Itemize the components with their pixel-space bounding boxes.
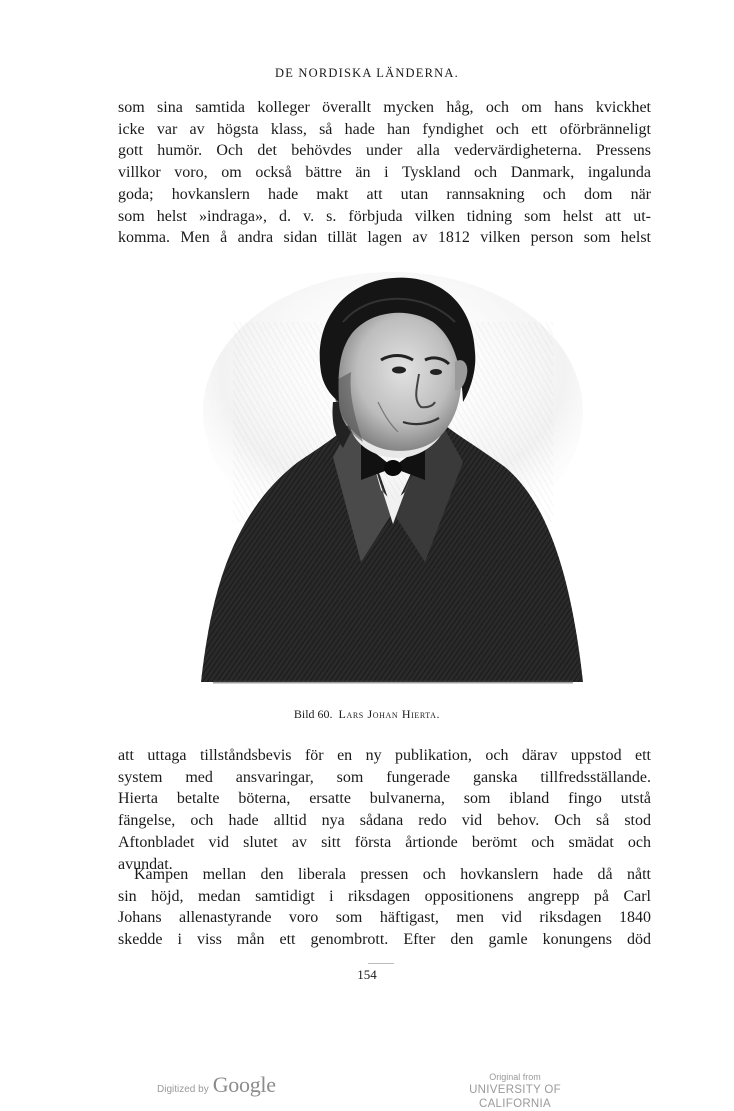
paragraph-b xyxy=(118,864,651,951)
text-line: som helst »indraga», d. v. s. förbjuda vilken tidning som helst att ut- xyxy=(118,207,651,225)
text-line: fängelse, och hade alltid nya sådana redo vid behov. Och så stod xyxy=(118,812,651,830)
text-line: goda; hovkanslern hade makt att utan rannsakning och dom när xyxy=(118,185,651,203)
text-line: system med ansvaringar, som fungerade ganska tillfredsställande. xyxy=(118,768,651,786)
text-line: som sina samtida kolleger överallt mycken håg, och om hans kvickhet xyxy=(118,99,651,116)
portrait-engraving xyxy=(193,262,585,690)
digitized-by-text: Digitized by xyxy=(157,1084,209,1095)
digitized-by-watermark xyxy=(157,1072,276,1098)
original-from-watermark xyxy=(440,1072,590,1111)
text-line: villkor voro, om också bättre än i Tyskland och Danmark, ingalunda xyxy=(118,164,651,182)
figure-label: Bild 60. xyxy=(293,707,333,721)
portrait-illustration xyxy=(193,262,585,690)
text-line: avundat. xyxy=(118,855,173,873)
text-line: Johans allenastyrande voro som häftigast, men vid riksdagen 1840 xyxy=(118,909,651,927)
text-line: komma. Men å andra sidan tillät lagen av 1812 vilken person som helst xyxy=(118,229,651,247)
text-line: Aftonbladet vid slutet av sitt första årtionde berömt och smädat och xyxy=(118,833,651,851)
original-from-text: Original from xyxy=(489,1072,541,1082)
text-line: att uttaga tillståndsbevis för en ny publikation, och därav uppstod ett xyxy=(118,747,651,764)
text-line: gott humör. Och det behövdes under alla vedervärdigheterna. Pressens xyxy=(118,142,651,160)
running-head: DE NORDISKA LÄNDERNA. xyxy=(275,66,459,80)
text-line: skedde i viss mån ett genombrott. Efter den gamle konungens död xyxy=(118,931,651,949)
google-logo: Google xyxy=(212,1072,276,1097)
institution-name: UNIVERSITY OF CALIFORNIA xyxy=(469,1084,561,1110)
paragraph-a xyxy=(118,745,651,875)
page-number: 154 xyxy=(357,967,377,982)
page-number-rule xyxy=(368,963,394,964)
text-line: Kampen mellan den liberala pressen och hovkanslern hade då nått xyxy=(134,866,651,883)
text-line: sin höjd, medan samtidigt i riksdagen oppositionens angrepp på Carl xyxy=(118,887,651,905)
text-line: Hierta betalte böterna, ersatte bulvanerna, som ibland fingo utstå xyxy=(118,790,651,808)
figure-caption xyxy=(0,707,734,722)
text-line: icke var av högsta klass, så hade han fyndighet och ett oförbränneligt xyxy=(118,120,651,138)
paragraph-top xyxy=(118,97,651,249)
figure-name: Lars Johan Hierta. xyxy=(338,707,441,721)
